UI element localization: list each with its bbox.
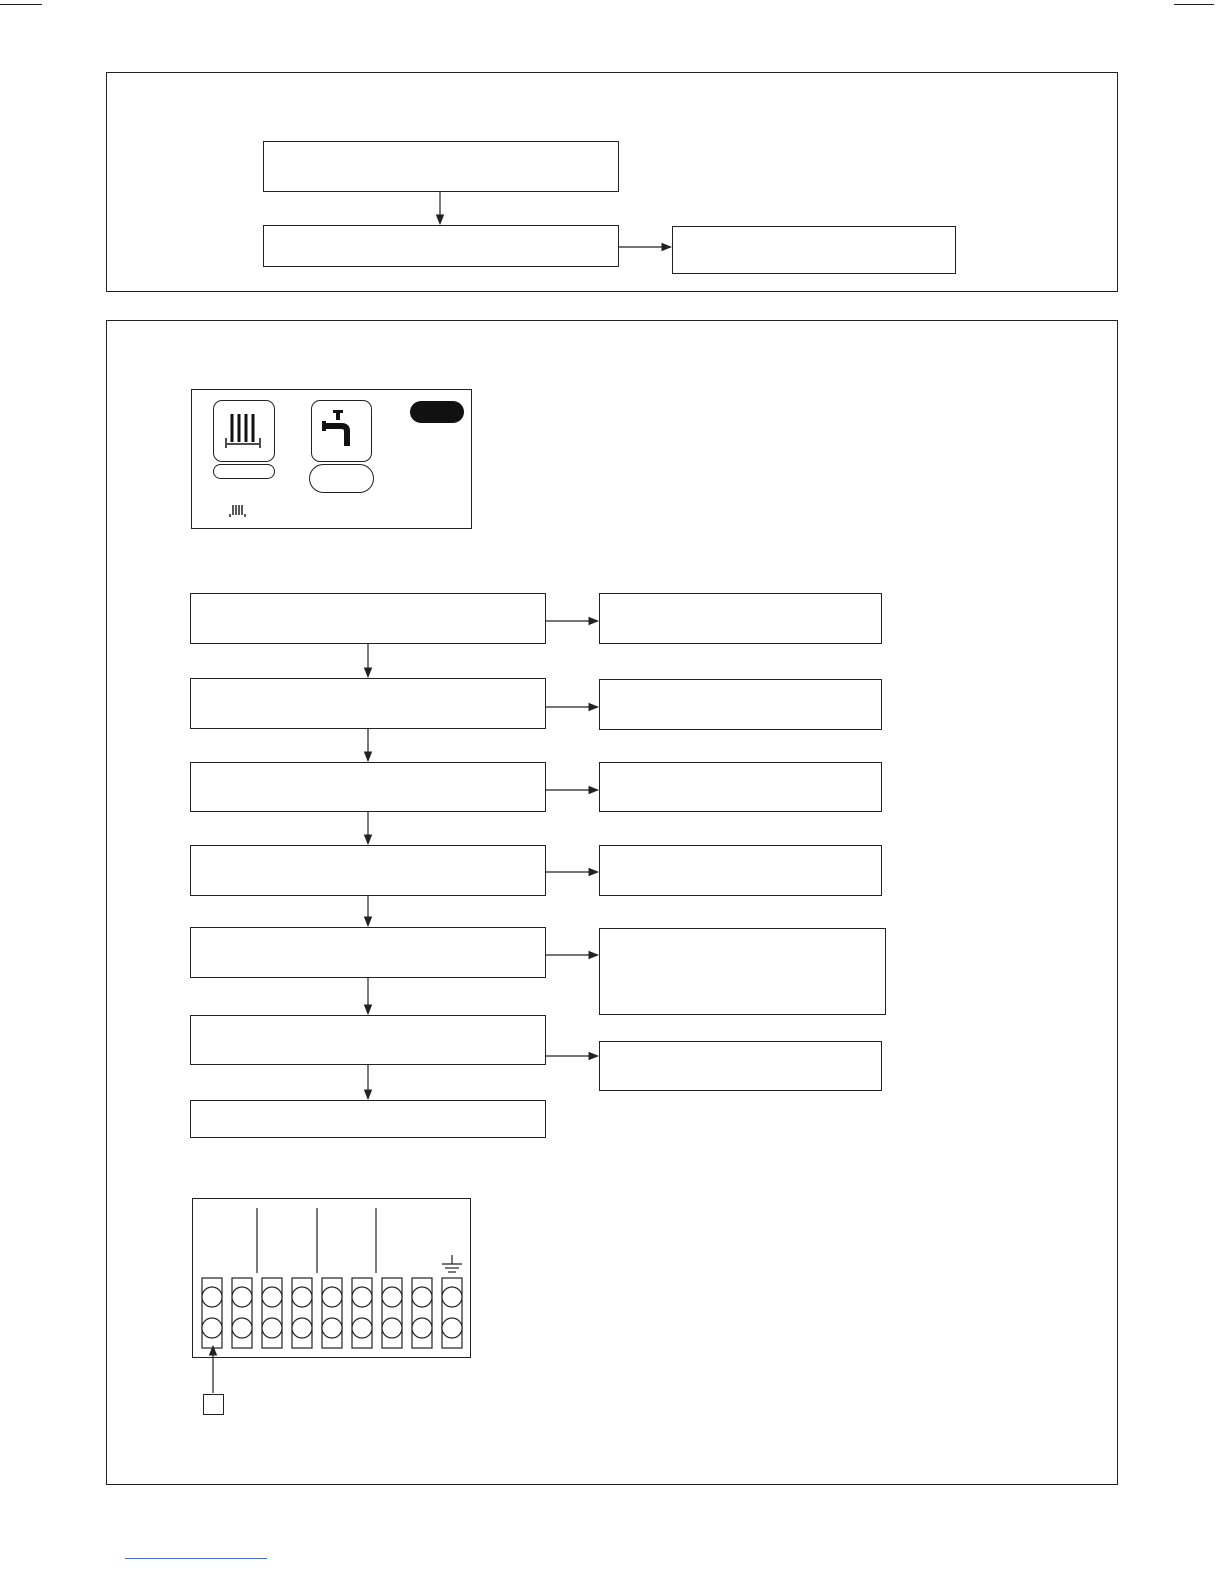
terminal-screw (202, 1287, 222, 1307)
small-radiator-icon (230, 505, 245, 517)
terminal-screw (322, 1318, 342, 1338)
terminal-screw (412, 1318, 432, 1338)
terminal-wiring (257, 1208, 376, 1273)
terminal-screw (262, 1318, 282, 1338)
earth-ground-icon (442, 1255, 462, 1272)
terminal-screw (292, 1287, 312, 1307)
terminal-screw (322, 1287, 342, 1307)
terminal-screw (382, 1318, 402, 1338)
terminal-screw (352, 1287, 372, 1307)
terminal-screw (262, 1287, 282, 1307)
terminal-screw (232, 1287, 252, 1307)
terminal-screw (442, 1287, 462, 1307)
terminal-screw (292, 1318, 312, 1338)
terminal-screw (232, 1318, 252, 1338)
tap-icon (322, 410, 350, 446)
terminal-screw (352, 1318, 372, 1338)
radiator-icon (226, 414, 260, 448)
terminal-screw (202, 1318, 222, 1338)
terminal-screw (382, 1287, 402, 1307)
terminal-screw (412, 1287, 432, 1307)
terminal-screw (442, 1318, 462, 1338)
